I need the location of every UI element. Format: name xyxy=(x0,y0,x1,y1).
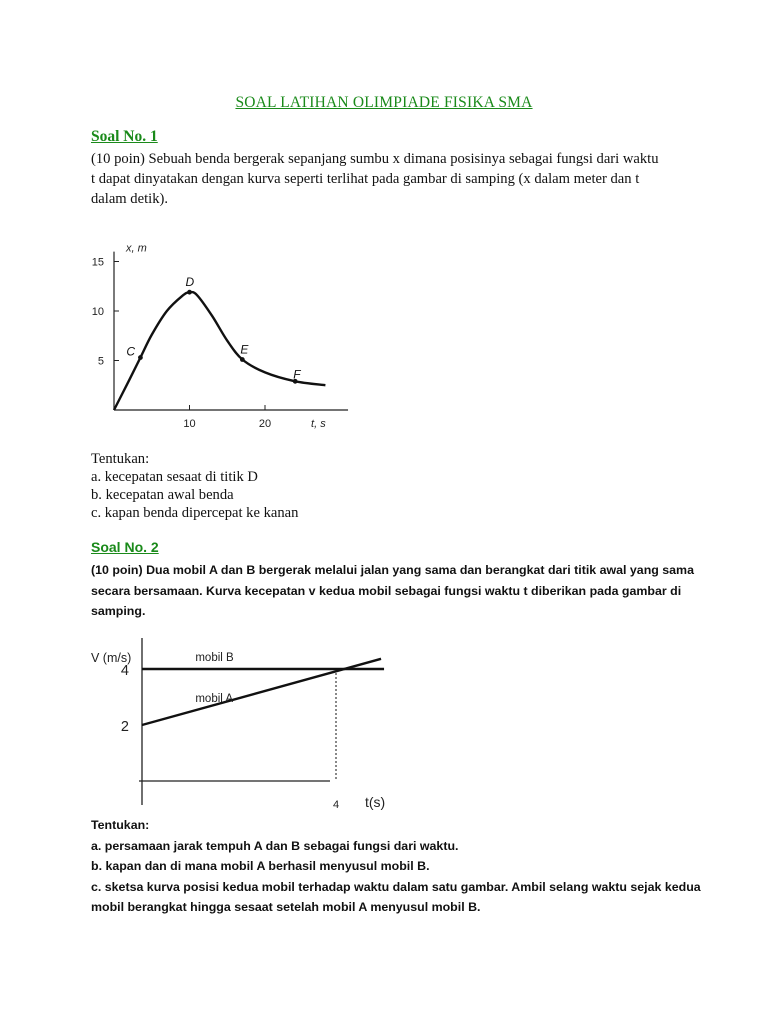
series-label: mobil A xyxy=(195,693,234,705)
x-axis-label: t, s xyxy=(311,418,326,430)
q1-tentukan: Tentukan: xyxy=(91,451,150,467)
position-curve xyxy=(114,292,325,410)
point-label: E xyxy=(240,342,249,357)
q2-tentukan: Tentukan: xyxy=(91,818,150,832)
y-axis-label: V (m/s) xyxy=(91,651,132,665)
q2-line: (10 poin) Dua mobil A dan B bergerak melalui jalan yang sama dan berangkat dari titik awal yang sama xyxy=(91,563,694,577)
q1-line: t dapat dinyatakan dengan kurva seperti terlihat pada gambar di samping (x dalam meter dan t xyxy=(91,171,640,187)
q2-line: secara bersamaan. Kurva kecepatan v kedua mobil sebagai fungsi waktu t diberikan pada gambar di xyxy=(91,583,682,598)
point-label: C xyxy=(126,344,136,359)
point-label: D xyxy=(185,275,195,290)
q2-heading: Soal No. 2 xyxy=(91,539,159,555)
q1-task-item: b. kecepatan awal benda xyxy=(91,487,234,503)
y-tick-label: 15 xyxy=(91,256,104,269)
x-axis-label: t(s) xyxy=(365,794,386,810)
q1-task-item: c. kapan benda dipercepat ke kanan xyxy=(91,505,299,521)
q2-task-item: c. sketsa kurva posisi kedua mobil terhadap waktu dalam satu gambar. Ambil selang waktu sejak kedua xyxy=(91,879,701,894)
q1-tasks xyxy=(91,450,298,522)
position-time-chart xyxy=(70,235,370,435)
series-label: mobil B xyxy=(195,652,234,664)
q2-task-item: mobil berangkat hingga sesaat setelah mobil A menyusul mobil B. xyxy=(91,900,481,914)
y-tick-label: 4 xyxy=(120,663,129,679)
point-marker xyxy=(138,355,143,360)
point-marker xyxy=(187,290,192,295)
page-title: SOAL LATIHAN OLIMPIADE FISIKA SMA xyxy=(235,94,533,111)
q1-paragraph xyxy=(91,149,691,209)
velocity-time-chart xyxy=(85,630,386,815)
q1-line: (10 poin) Sebuah benda bergerak sepanjang sumbu x dimana posisinya sebagai fungsi dari waktu xyxy=(91,151,659,167)
q1-line: dalam detik). xyxy=(91,191,168,207)
q1-heading: Soal No. 1 xyxy=(91,128,158,145)
q2-paragraph xyxy=(91,560,711,622)
point-label: F xyxy=(293,367,301,382)
y-tick-label: 10 xyxy=(91,306,104,318)
q1-task-item: a. kecepatan sesaat di titik D xyxy=(91,469,258,485)
y-tick-label: 2 xyxy=(120,719,129,735)
q2-task-item: a. persamaan jarak tempuh A dan B sebagai fungsi dari waktu. xyxy=(91,838,459,853)
y-axis-label: x, m xyxy=(126,242,147,255)
y-tick-label: 5 xyxy=(97,355,104,368)
point-marker xyxy=(240,357,245,362)
q2-task-item: b. kapan dan di mana mobil A berhasil menyusul mobil B. xyxy=(91,859,430,873)
x-tick-label: 10 xyxy=(183,418,196,430)
q2-line: samping. xyxy=(91,604,146,618)
x-tick-label: 4 xyxy=(332,799,340,811)
q2-tasks xyxy=(91,815,701,918)
x-tick-label: 20 xyxy=(258,418,272,430)
